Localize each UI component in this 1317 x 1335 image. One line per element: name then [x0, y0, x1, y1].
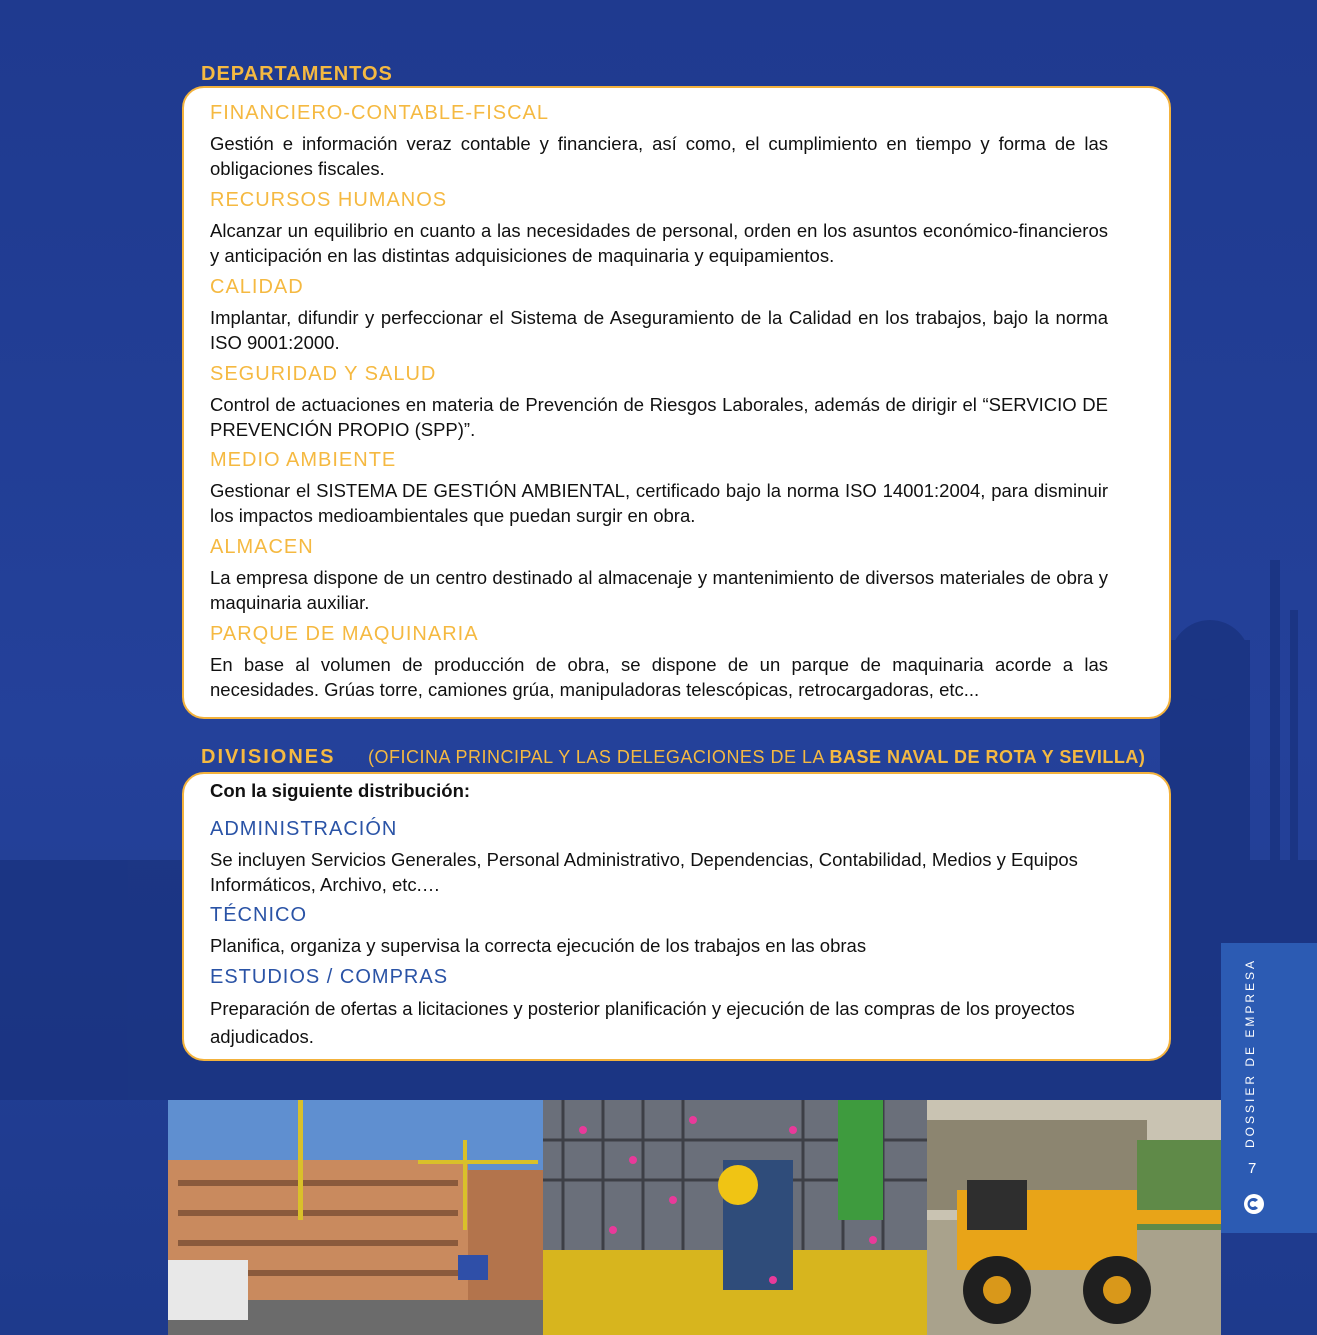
department-heading: MEDIO AMBIENTE [210, 449, 397, 471]
department-entry [210, 101, 1108, 181]
department-heading: CALIDAD [210, 276, 304, 298]
department-description: Alcanzar un equilibrio en cuanto a las necesidades de personal, orden en los asuntos económico-financieros y anticipación en las distintas adquisiciones de maquinaria y equipamientos. [210, 220, 1108, 266]
divisiones-subtitle-bold: BASE NAVAL DE ROTA Y SEVILLA) [829, 747, 1146, 767]
division-heading: TÉCNICO [210, 904, 307, 926]
department-entry [210, 275, 1108, 355]
side-tab-label: DOSSIER DE EMPRESA [1243, 957, 1257, 1148]
divisiones-box [182, 772, 1171, 1061]
department-entry [210, 622, 1108, 702]
divisiones-lead: Con la siguiente distribución: [210, 780, 471, 801]
department-heading: ALMACEN [210, 536, 314, 558]
department-entry [210, 362, 1108, 442]
department-description: Implantar, difundir y perfeccionar el Sistema de Aseguramiento de la Calidad en los trabajos, bajo la norma ISO 9001:2000. [210, 307, 1108, 353]
department-description: La empresa dispone de un centro destinado al almacenaje y mantenimiento de diversos materiales de obra y maquinaria auxiliar. [210, 567, 1108, 613]
department-description: En base al volumen de producción de obra, se dispone de un parque de maquinaria acorde a las necesidades. Grúas torre, camiones grúa, manipuladoras telescópicas, retrocargadoras, etc... [210, 654, 1108, 700]
photo-worker-rebar [543, 1100, 927, 1335]
departamentos-title: DEPARTAMENTOS [201, 63, 393, 85]
division-heading: ESTUDIOS / COMPRAS [210, 966, 449, 988]
division-entry [210, 903, 1108, 958]
department-description: Gestionar el SISTEMA DE GESTIÓN AMBIENTAL, certificado bajo la norma ISO 14001:2004, para disminuir los impactos medioambientales que puedan surgir en obra. [210, 480, 1108, 526]
division-description: Preparación de ofertas a licitaciones y posterior planificación y ejecución de las compras de los proyectos adjudicados. [210, 998, 1075, 1047]
department-entry [210, 188, 1108, 268]
department-entry [210, 448, 1108, 528]
division-entry [210, 817, 1108, 897]
department-heading: FINANCIERO-CONTABLE-FISCAL [210, 102, 549, 124]
department-heading: PARQUE DE MAQUINARIA [210, 623, 479, 645]
division-description: Se incluyen Servicios Generales, Personal Administrativo, Dependencias, Contabilidad, Medios y Equipos Informáticos, Archivo, etc.… [210, 849, 1078, 895]
photo-building-construction [168, 1100, 543, 1335]
company-logo-icon [1243, 1193, 1265, 1215]
department-entry [210, 535, 1108, 615]
division-entry [210, 965, 1108, 1051]
department-description: Gestión e información veraz contable y financiera, así como, el cumplimiento en tiempo y forma de las obligaciones fiscales. [210, 133, 1108, 179]
divisiones-subtitle-prefix: (OFICINA PRINCIPAL Y LAS DELEGACIONES DE LA [368, 747, 830, 767]
divisiones-title: DIVISIONES [201, 746, 336, 768]
division-description: Planifica, organiza y supervisa la correcta ejecución de los trabajos en las obras [210, 935, 867, 956]
division-heading: ADMINISTRACIÓN [210, 818, 398, 840]
divisiones-subtitle [368, 747, 1145, 768]
department-heading: RECURSOS HUMANOS [210, 189, 448, 211]
department-heading: SEGURIDAD Y SALUD [210, 363, 437, 385]
department-description: Control de actuaciones en materia de Prevención de Riesgos Laborales, además de dirigir el “SERVICIO DE PREVENCIÓN PROPIO (SPP)”. [210, 394, 1108, 440]
departamentos-box [182, 86, 1171, 719]
side-tab [1221, 943, 1317, 1233]
page-number: 7 [1248, 1160, 1257, 1177]
photo-telehandler [927, 1100, 1221, 1335]
